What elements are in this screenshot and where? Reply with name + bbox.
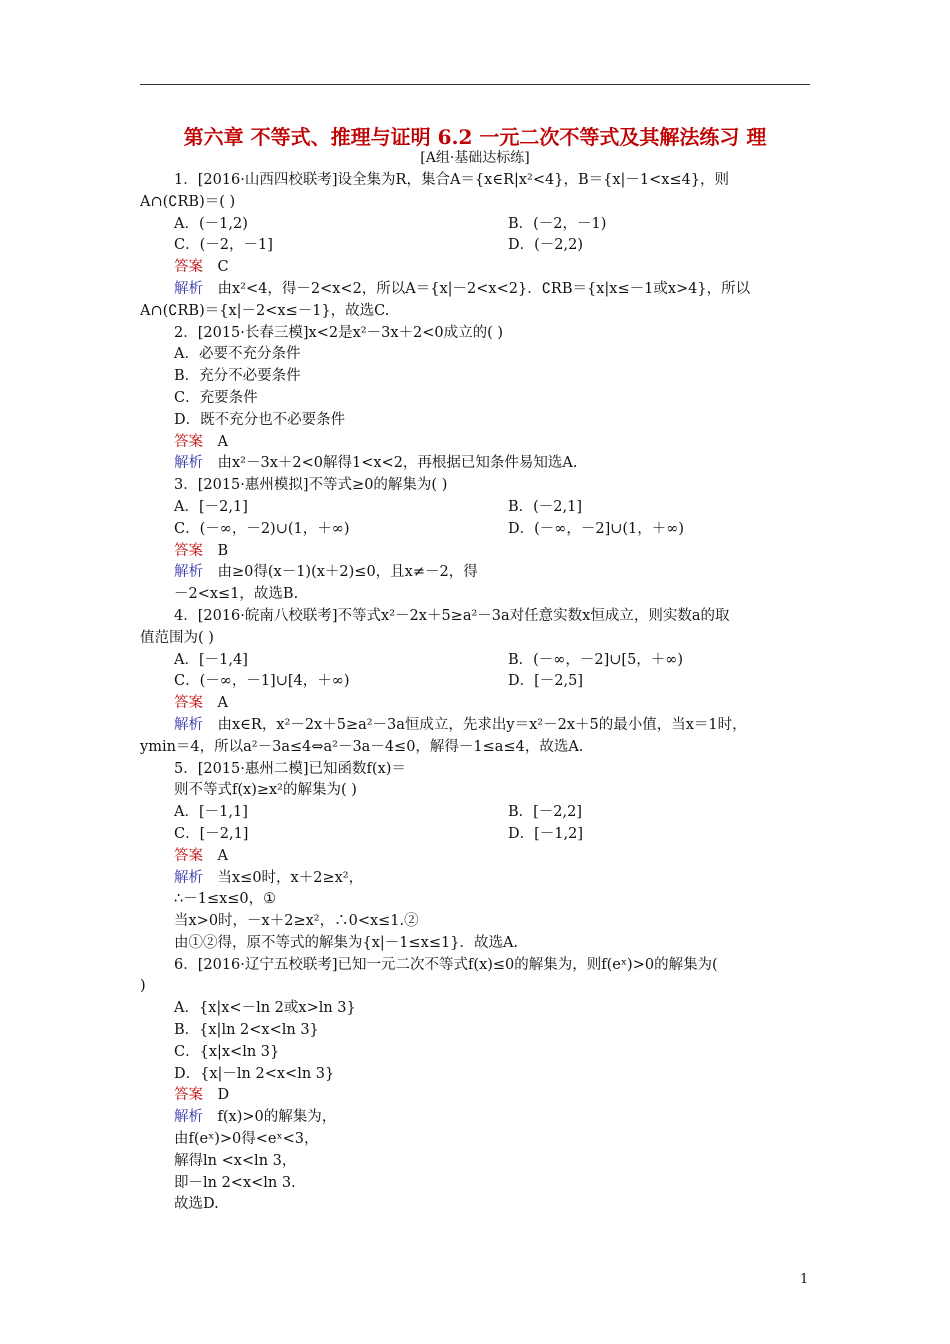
text-line — [140, 911, 820, 933]
text-line — [140, 1020, 820, 1042]
continuation-line — [140, 301, 820, 323]
question-stem — [140, 170, 820, 192]
option-left: C．(－∞，－2)∪(1，＋∞) — [174, 520, 350, 537]
question-stem — [140, 759, 820, 781]
analysis-text: 由x²－3x＋2<0解得1<x<2，再根据已知条件易知选A. — [217, 455, 578, 472]
line-text: 即－ln 2<x<ln 3. — [174, 1174, 296, 1191]
line-text: B．充分不必要条件 — [174, 368, 301, 385]
line-text: 则不等式f(x)≥x²的解集为( ) — [174, 782, 357, 799]
continuation-line — [140, 192, 820, 214]
line-text: A．{x|x<－ln 2或x>ln 3} — [174, 1000, 356, 1017]
text-line — [140, 388, 820, 410]
text-line — [140, 780, 820, 802]
option-row — [140, 650, 820, 672]
option-left: C．(－∞，－1]∪[4，＋∞) — [174, 673, 350, 690]
answer-label: 答案 — [174, 433, 203, 450]
option-right: B．(－2,1] — [508, 498, 583, 515]
text-line — [140, 1173, 820, 1195]
line-text: 故选D. — [174, 1196, 219, 1213]
text-line — [140, 366, 820, 388]
option-right: D．(－2,2) — [508, 237, 583, 254]
text-line — [140, 584, 820, 606]
option-row — [140, 519, 820, 541]
answer-text: D — [217, 1087, 230, 1104]
option-left: A．[－2,1] — [174, 498, 248, 515]
continuation-line — [140, 737, 820, 759]
option-row — [140, 824, 820, 846]
question-stem — [140, 323, 820, 345]
analysis-text: 由x²<4，得－2<x<2，所以A＝{x|－2<x<2}．∁RB＝{x|x≤－1或x>4}，所以 — [217, 280, 751, 297]
text-line — [140, 344, 820, 366]
option-left: A．(－1,2) — [174, 215, 248, 232]
answer-line — [140, 432, 820, 454]
option-left: A．[－1,1] — [174, 804, 248, 821]
question-stem — [140, 475, 820, 497]
line-text: B．{x|ln 2<x<ln 3} — [174, 1022, 319, 1039]
analysis-line — [140, 1107, 820, 1129]
question-text: 2．[2015·长春三模]x<2是x²－3x＋2<0成立的( ) — [174, 324, 504, 341]
question-text: 6．[2016·辽宁五校联考]已知一元二次不等式f(x)≤0的解集为，则f(eˣ)>0的解集为( — [174, 956, 718, 973]
line-text: 由①②得，原不等式的解集为{x|－1≤x≤1}．故选A. — [174, 934, 519, 951]
answer-line — [140, 257, 820, 279]
text-line — [140, 1129, 820, 1151]
line-text: D．{x|－ln 2<x<ln 3} — [174, 1065, 335, 1082]
option-right: B．[－2,2] — [508, 804, 583, 821]
option-row — [140, 497, 820, 519]
option-right: D．[－2,5] — [508, 673, 583, 690]
text-line — [140, 1064, 820, 1086]
continuation-line — [140, 976, 820, 998]
question-stem — [140, 955, 820, 977]
question-text: 5．[2015·惠州二模]已知函数f(x)＝ — [174, 760, 406, 777]
analysis-text: 由≥0得(x－1)(x＋2)≤0，且x≠－2，得 — [217, 564, 478, 581]
analysis-line — [140, 868, 820, 890]
line-text: 解得ln <x<ln 3， — [174, 1152, 297, 1169]
analysis-text: 当x≤0时，x＋2≥x²， — [217, 869, 364, 886]
option-right: D．[－1,2] — [508, 825, 583, 842]
text-line — [140, 1151, 820, 1173]
analysis-line — [140, 453, 820, 475]
text-line — [140, 1042, 820, 1064]
option-right: B．(－∞，－2]∪[5，＋∞) — [508, 651, 684, 668]
analysis-label: 解析 — [174, 716, 203, 733]
answer-label: 答案 — [174, 259, 203, 276]
line-text: ∴－1≤x≤0，① — [174, 891, 277, 908]
option-row — [140, 214, 820, 236]
answer-label: 答案 — [174, 695, 203, 712]
option-left: C．[－2,1] — [174, 825, 249, 842]
line-text: C．充要条件 — [174, 389, 258, 406]
text-line — [140, 1194, 820, 1216]
line-text: D．既不充分也不必要条件 — [174, 411, 346, 428]
document-title: 第六章 不等式、推理与证明 6.2 一元二次不等式及其解法练习 理 — [183, 125, 767, 149]
option-row — [140, 802, 820, 824]
analysis-line — [140, 279, 820, 301]
answer-label: 答案 — [174, 542, 203, 559]
question-stem — [140, 606, 820, 628]
text-line — [140, 933, 820, 955]
page-number: 1 — [800, 1272, 809, 1287]
line-text: 当x>0时，－x＋2≥x²，∴0<x≤1.② — [174, 913, 419, 930]
text-line — [140, 410, 820, 432]
line-text: C．{x|x<ln 3} — [174, 1043, 280, 1060]
option-right: D．(－∞，－2]∪(1，＋∞) — [508, 520, 685, 537]
answer-line — [140, 846, 820, 868]
question-text: 3．[2015·惠州模拟]不等式≥0的解集为( ) — [174, 477, 448, 494]
continuation-text: A∩(∁RB)＝{x|－2<x≤－1}，故选C. — [140, 302, 390, 319]
question-text: 1．[2016·山西四校联考]设全集为R，集合A＝{x∈R|x²<4}，B＝{x|－1<x≤4}，则 — [174, 172, 730, 188]
answer-line — [140, 693, 820, 715]
analysis-label: 解析 — [174, 564, 203, 581]
option-row — [140, 671, 820, 693]
header-rule — [140, 84, 810, 85]
option-left: A．[－1,4] — [174, 651, 248, 668]
line-text: －2<x≤1，故选B. — [174, 586, 299, 603]
answer-text: A — [217, 433, 228, 450]
option-right: B．(－2，－1) — [508, 215, 607, 232]
analysis-label: 解析 — [174, 455, 203, 472]
answer-text: C — [217, 259, 229, 276]
question-list — [140, 170, 820, 1216]
option-left: C．(－2，－1] — [174, 237, 273, 254]
continuation-text: ) — [140, 978, 146, 995]
answer-label: 答案 — [174, 847, 203, 864]
analysis-label: 解析 — [174, 869, 203, 886]
answer-line — [140, 1085, 820, 1107]
analysis-line — [140, 715, 820, 737]
group-heading: [A组·基础达标练] — [420, 150, 530, 166]
answer-text: A — [217, 695, 228, 712]
line-text: A．必要不充分条件 — [174, 346, 301, 363]
analysis-line — [140, 562, 820, 584]
answer-label: 答案 — [174, 1087, 203, 1104]
answer-text: A — [217, 847, 228, 864]
text-line — [140, 998, 820, 1020]
answer-text: B — [217, 542, 229, 559]
continuation-line — [140, 628, 820, 650]
question-text: 4．[2016·皖南八校联考]不等式x²－2x＋5≥a²－3a对任意实数x恒成立，则实数a的取 — [174, 607, 730, 624]
line-text: 由f(eˣ)>0得<eˣ<3， — [174, 1131, 319, 1148]
text-line — [140, 889, 820, 911]
option-row — [140, 235, 820, 257]
continuation-text: A∩(∁RB)＝( ) — [140, 193, 236, 210]
analysis-text: f(x)>0的解集为， — [217, 1109, 337, 1126]
answer-line — [140, 541, 820, 563]
analysis-label: 解析 — [174, 1109, 203, 1126]
analysis-text: 由x∈R，x²－2x＋5≥a²－3a恒成立，先求出y＝x²－2x＋5的最小值，当x＝1时， — [217, 716, 747, 733]
continuation-text: ymin＝4，所以a²－3a≤4⇔a²－3a－4≤0，解得－1≤a≤4，故选A. — [140, 738, 584, 755]
analysis-label: 解析 — [174, 280, 203, 297]
continuation-text: 值范围为( ) — [140, 629, 214, 646]
